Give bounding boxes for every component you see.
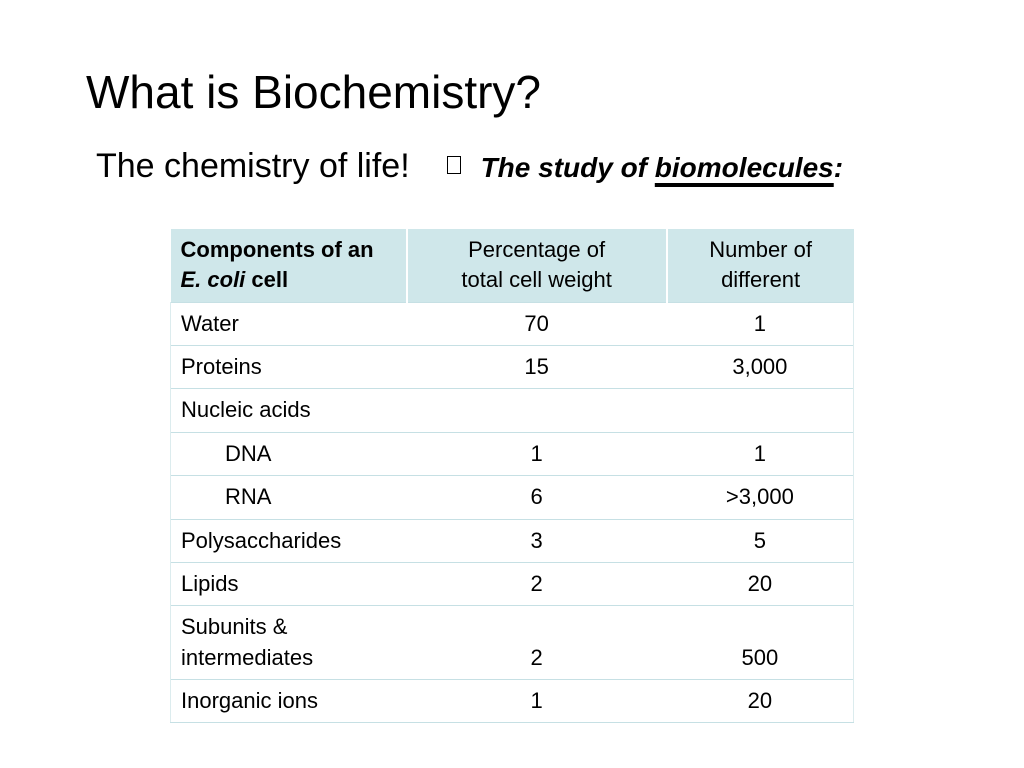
subtitle-row [96, 146, 843, 187]
table-row [171, 432, 854, 475]
table-row [171, 679, 854, 722]
row-name: Proteins [171, 346, 407, 389]
row-count: 3,000 [667, 346, 854, 389]
subtitle-emphasis [481, 152, 844, 183]
table-header-row [171, 229, 854, 302]
table-row [171, 346, 854, 389]
table-row [171, 562, 854, 605]
row-name: Subunits & intermediates [171, 606, 407, 680]
subtitle-emphasis-prefix: The study of [480, 152, 655, 183]
row-count: 5 [667, 519, 854, 562]
row-name: Water [171, 302, 407, 345]
row-count: 1 [667, 432, 854, 475]
slide-title: What is Biochemistry? [86, 66, 542, 118]
subtitle-keyword: biomolecules [654, 152, 834, 183]
table-row [171, 389, 854, 432]
row-count [667, 389, 854, 432]
row-name: DNA [171, 432, 407, 475]
table-row [171, 519, 854, 562]
row-count: 20 [667, 562, 854, 605]
subtitle-emphasis-suffix: : [833, 152, 844, 183]
row-count: >3,000 [667, 476, 854, 519]
row-percent: 15 [407, 346, 667, 389]
header-percentage: Percentage of total cell weight [407, 229, 667, 302]
table-row [171, 606, 854, 680]
row-count: 500 [667, 606, 854, 680]
row-name: Nucleic acids [171, 389, 407, 432]
table-row [171, 476, 854, 519]
row-percent: 6 [407, 476, 667, 519]
row-percent [407, 389, 667, 432]
row-name: Polysaccharides [171, 519, 407, 562]
row-percent: 2 [407, 606, 667, 680]
row-name: RNA [171, 476, 407, 519]
row-count: 1 [667, 302, 854, 345]
row-name: Lipids [171, 562, 407, 605]
row-name: Inorganic ions [171, 679, 407, 722]
subtitle-text: The chemistry of life! [96, 147, 410, 185]
header-number: Number of different [667, 229, 854, 302]
composition-table [170, 229, 854, 723]
checkbox-bullet-icon [447, 156, 461, 174]
row-percent: 1 [407, 679, 667, 722]
row-percent: 1 [407, 432, 667, 475]
row-percent: 3 [407, 519, 667, 562]
row-percent: 2 [407, 562, 667, 605]
row-percent: 70 [407, 302, 667, 345]
table-row [171, 302, 854, 345]
row-count: 20 [667, 679, 854, 722]
header-components: Components of an E. coli cell [171, 229, 407, 302]
